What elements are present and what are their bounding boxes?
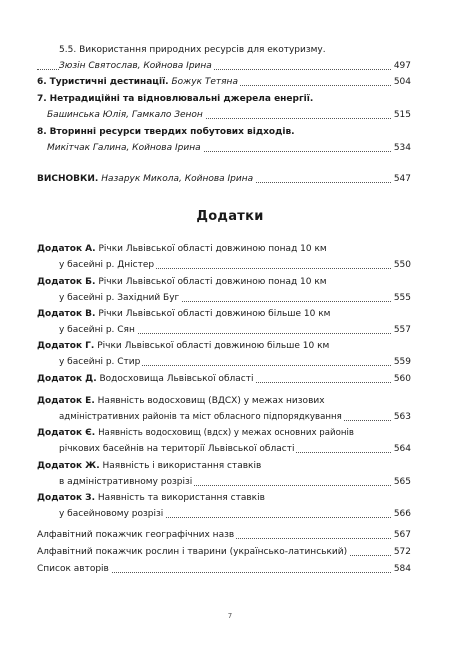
appendix-page: 564 <box>392 441 411 457</box>
appendix-page: 565 <box>392 474 411 490</box>
appendix-line1: Річки Львівської області довжиною понад 10 км <box>98 277 327 287</box>
appendix-entry-ye[interactable] <box>37 425 411 457</box>
toc-entry-number: 6. <box>37 77 47 87</box>
toc-entry-6[interactable] <box>37 74 411 90</box>
toc-entry-page: 504 <box>392 74 411 90</box>
index-entry-bio[interactable] <box>37 544 411 560</box>
appendix-label: Додаток Д. <box>37 374 97 384</box>
toc-entry-title: Використання природних ресурсів для екотуризму. <box>79 45 326 55</box>
toc-entry-title: Вторинні ресурси твердих побутових відходів. <box>49 127 295 137</box>
index-title: Список авторів <box>37 564 109 574</box>
index-entry-geo[interactable] <box>37 527 411 543</box>
appendix-label: Додаток Є. <box>37 428 96 438</box>
appendix-page: 557 <box>392 322 411 338</box>
appendix-page: 555 <box>392 290 411 306</box>
appendix-line1: Наявність водосховищ (вдсх) у межах основних районів <box>98 428 354 438</box>
appendix-page: 560 <box>392 371 411 387</box>
appendix-entry-d[interactable] <box>37 371 411 387</box>
appendix-line2: у басейні р. Дністер <box>59 260 155 270</box>
toc-entry-title: Нетрадиційні та відновлювальні джерела енергії. <box>49 94 314 104</box>
appendix-line1: Водосховища Львівської області <box>99 374 254 384</box>
toc-entry-number: 8. <box>37 127 47 137</box>
appendix-label: Додаток З. <box>37 493 95 503</box>
appendix-line2: в адміністративному розрізі <box>59 477 193 487</box>
appendix-entry-g[interactable] <box>37 338 411 370</box>
appendix-label: Додаток Ж. <box>37 461 100 471</box>
appendix-label: Додаток Г. <box>37 341 95 351</box>
index-entry-authors[interactable] <box>37 561 411 577</box>
appendix-entry-a[interactable] <box>37 241 411 273</box>
index-page: 584 <box>392 561 411 577</box>
page-number: 7 <box>227 612 233 620</box>
toc-entry-authors: Назарук Микола, Койнова Ірина <box>101 174 254 184</box>
toc-entry-authors: Божук Тетяна <box>171 77 238 87</box>
appendix-line1: Річки Львівської області довжиною більше 10 км <box>97 341 330 351</box>
toc-entry-number: 5.5. <box>59 45 77 55</box>
index-page: 572 <box>392 544 411 560</box>
appendix-label: Додаток Б. <box>37 277 96 287</box>
appendix-entry-b[interactable] <box>37 274 411 306</box>
appendix-line2: у басейні р. Західний Буг <box>59 293 180 303</box>
toc-entry-title: ВИСНОВКИ. <box>37 174 99 184</box>
appendix-line2: у басейновому розрізі <box>59 509 164 519</box>
toc-entry-authors: Башинська Юлія, Гамкало Зенон <box>47 110 203 120</box>
toc-entry-8[interactable] <box>37 124 411 156</box>
appendix-line1: Річки Львівської області довжиною більше 10 км <box>98 309 331 319</box>
appendix-page: 566 <box>392 506 411 522</box>
appendix-entry-v[interactable] <box>37 306 411 338</box>
appendix-line2: адміністративних районів та міст обласного підпорядкування <box>59 412 342 422</box>
appendix-line1: Наявність водосховищ (ВДСХ) у межах низових <box>97 396 325 406</box>
appendix-line1: Наявність і використання ставків <box>102 461 262 471</box>
appendix-line2: у басейні р. Стир <box>59 357 141 367</box>
toc-entry-7[interactable] <box>37 91 411 123</box>
appendix-page: 550 <box>392 257 411 273</box>
toc-entry-page: 534 <box>392 140 411 156</box>
toc-entry-5-5[interactable] <box>37 42 411 74</box>
toc-entry-page: 515 <box>392 107 411 123</box>
index-title: Алфавітний покажчик рослин і тварини (українсько-латинський) <box>37 547 348 557</box>
appendix-heading: Додатки <box>196 209 264 224</box>
appendix-page: 563 <box>392 409 411 425</box>
toc-entry-authors: Микітчак Галина, Койнова Ірина <box>47 143 201 153</box>
appendix-entry-zh[interactable] <box>37 458 411 490</box>
toc-entry-authors: Зюзін Святослав, Койнова Ірина <box>59 61 212 71</box>
appendix-label: Додаток Е. <box>37 396 95 406</box>
appendix-line1: Річки Львівської області довжиною понад 10 км <box>98 244 327 254</box>
appendix-entry-z[interactable] <box>37 490 411 522</box>
appendix-line2: у басейні р. Сян <box>59 325 135 335</box>
index-page: 567 <box>392 527 411 543</box>
appendix-label: Додаток В. <box>37 309 96 319</box>
appendix-line2: річкових басейнів на території Львівської області <box>59 444 295 454</box>
toc-entry-number: 7. <box>37 94 47 104</box>
appendix-page: 559 <box>392 354 411 370</box>
toc-entry-title: Туристичні дестинації. <box>49 77 169 87</box>
toc-entry-conclusions[interactable] <box>37 171 411 187</box>
index-title: Алфавітний покажчик географічних назв <box>37 530 235 540</box>
toc-entry-page: 547 <box>392 171 411 187</box>
appendix-label: Додаток А. <box>37 244 96 254</box>
appendix-line1: Наявність та використання ставків <box>97 493 265 503</box>
toc-entry-page: 497 <box>392 58 411 74</box>
appendix-entry-e[interactable] <box>37 393 411 425</box>
